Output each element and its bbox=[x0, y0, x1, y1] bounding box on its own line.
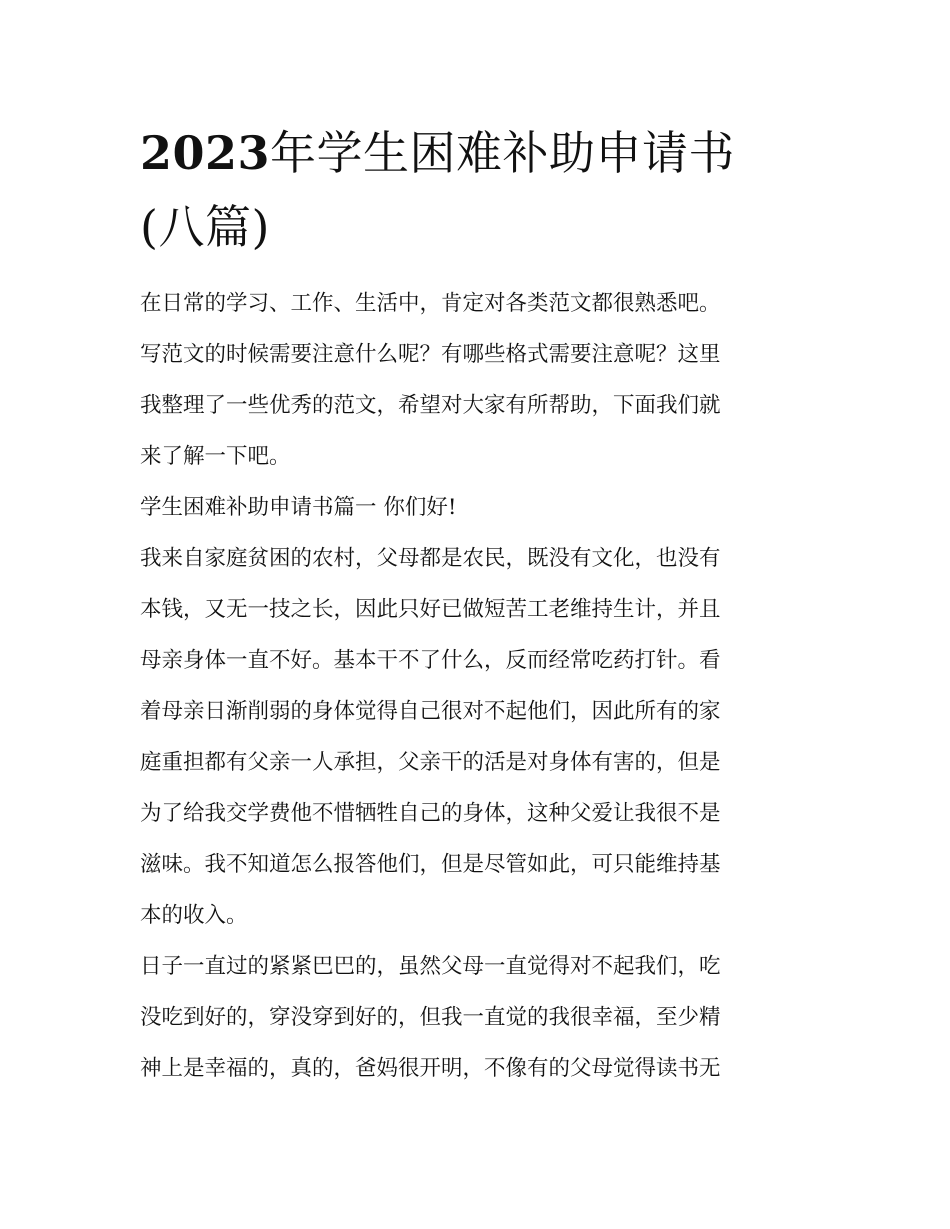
paragraph-line: 着母亲日渐削弱的身体觉得自己很对不起他们，因此所有的家 bbox=[140, 699, 721, 724]
paragraph-line: 母亲身体一直不好。基本干不了什么，反而经常吃药打针。看 bbox=[140, 648, 721, 673]
document-title bbox=[140, 116, 820, 264]
paragraph-line: 本的收入。 bbox=[140, 903, 248, 928]
paragraph-line: 没吃到好的，穿没穿到好的，但我一直觉的我很幸福，至少精 bbox=[140, 1005, 721, 1030]
paragraph-line: 我整理了一些优秀的范文，希望对大家有所帮助，下面我们就 bbox=[140, 393, 721, 418]
paragraph-line: 庭重担都有父亲一人承担，父亲干的活是对身体有害的，但是 bbox=[140, 750, 721, 775]
paragraph-line: 日子一直过的紧紧巴巴的，虽然父母一直觉得对不起我们，吃 bbox=[140, 954, 721, 979]
title-line-1 bbox=[140, 116, 820, 190]
title-line-2: (八篇) bbox=[140, 200, 270, 254]
title-text: 年学生困难补助申请书 bbox=[270, 126, 736, 180]
paragraph-line: 为了给我交学费他不惜牺牲自己的身体，这种父爱让我很不是 bbox=[140, 801, 721, 826]
paragraph-line: 神上是幸福的，真的，爸妈很开明，不像有的父母觉得读书无 bbox=[140, 1056, 721, 1081]
paragraph-line: 写范文的时候需要注意什么呢？有哪些格式需要注意呢？这里 bbox=[140, 342, 721, 367]
title-year: 2023 bbox=[140, 126, 271, 180]
section-heading-line: 学生困难补助申请书篇一 你们好! bbox=[140, 495, 457, 520]
paragraph-line: 我来自家庭贫困的农村，父母都是农民，既没有文化，也没有 bbox=[140, 546, 721, 571]
paragraph-line: 滋味。我不知道怎么报答他们，但是尽管如此，可只能维持基 bbox=[140, 852, 721, 877]
body-text bbox=[140, 278, 820, 1094]
paragraph-line: 在日常的学习、工作、生活中，肯定对各类范文都很熟悉吧。 bbox=[140, 291, 721, 316]
paragraph-line: 来了解一下吧。 bbox=[140, 444, 291, 469]
paragraph-line: 本钱，又无一技之长，因此只好已做短苦工老维持生计，并且 bbox=[140, 597, 721, 622]
